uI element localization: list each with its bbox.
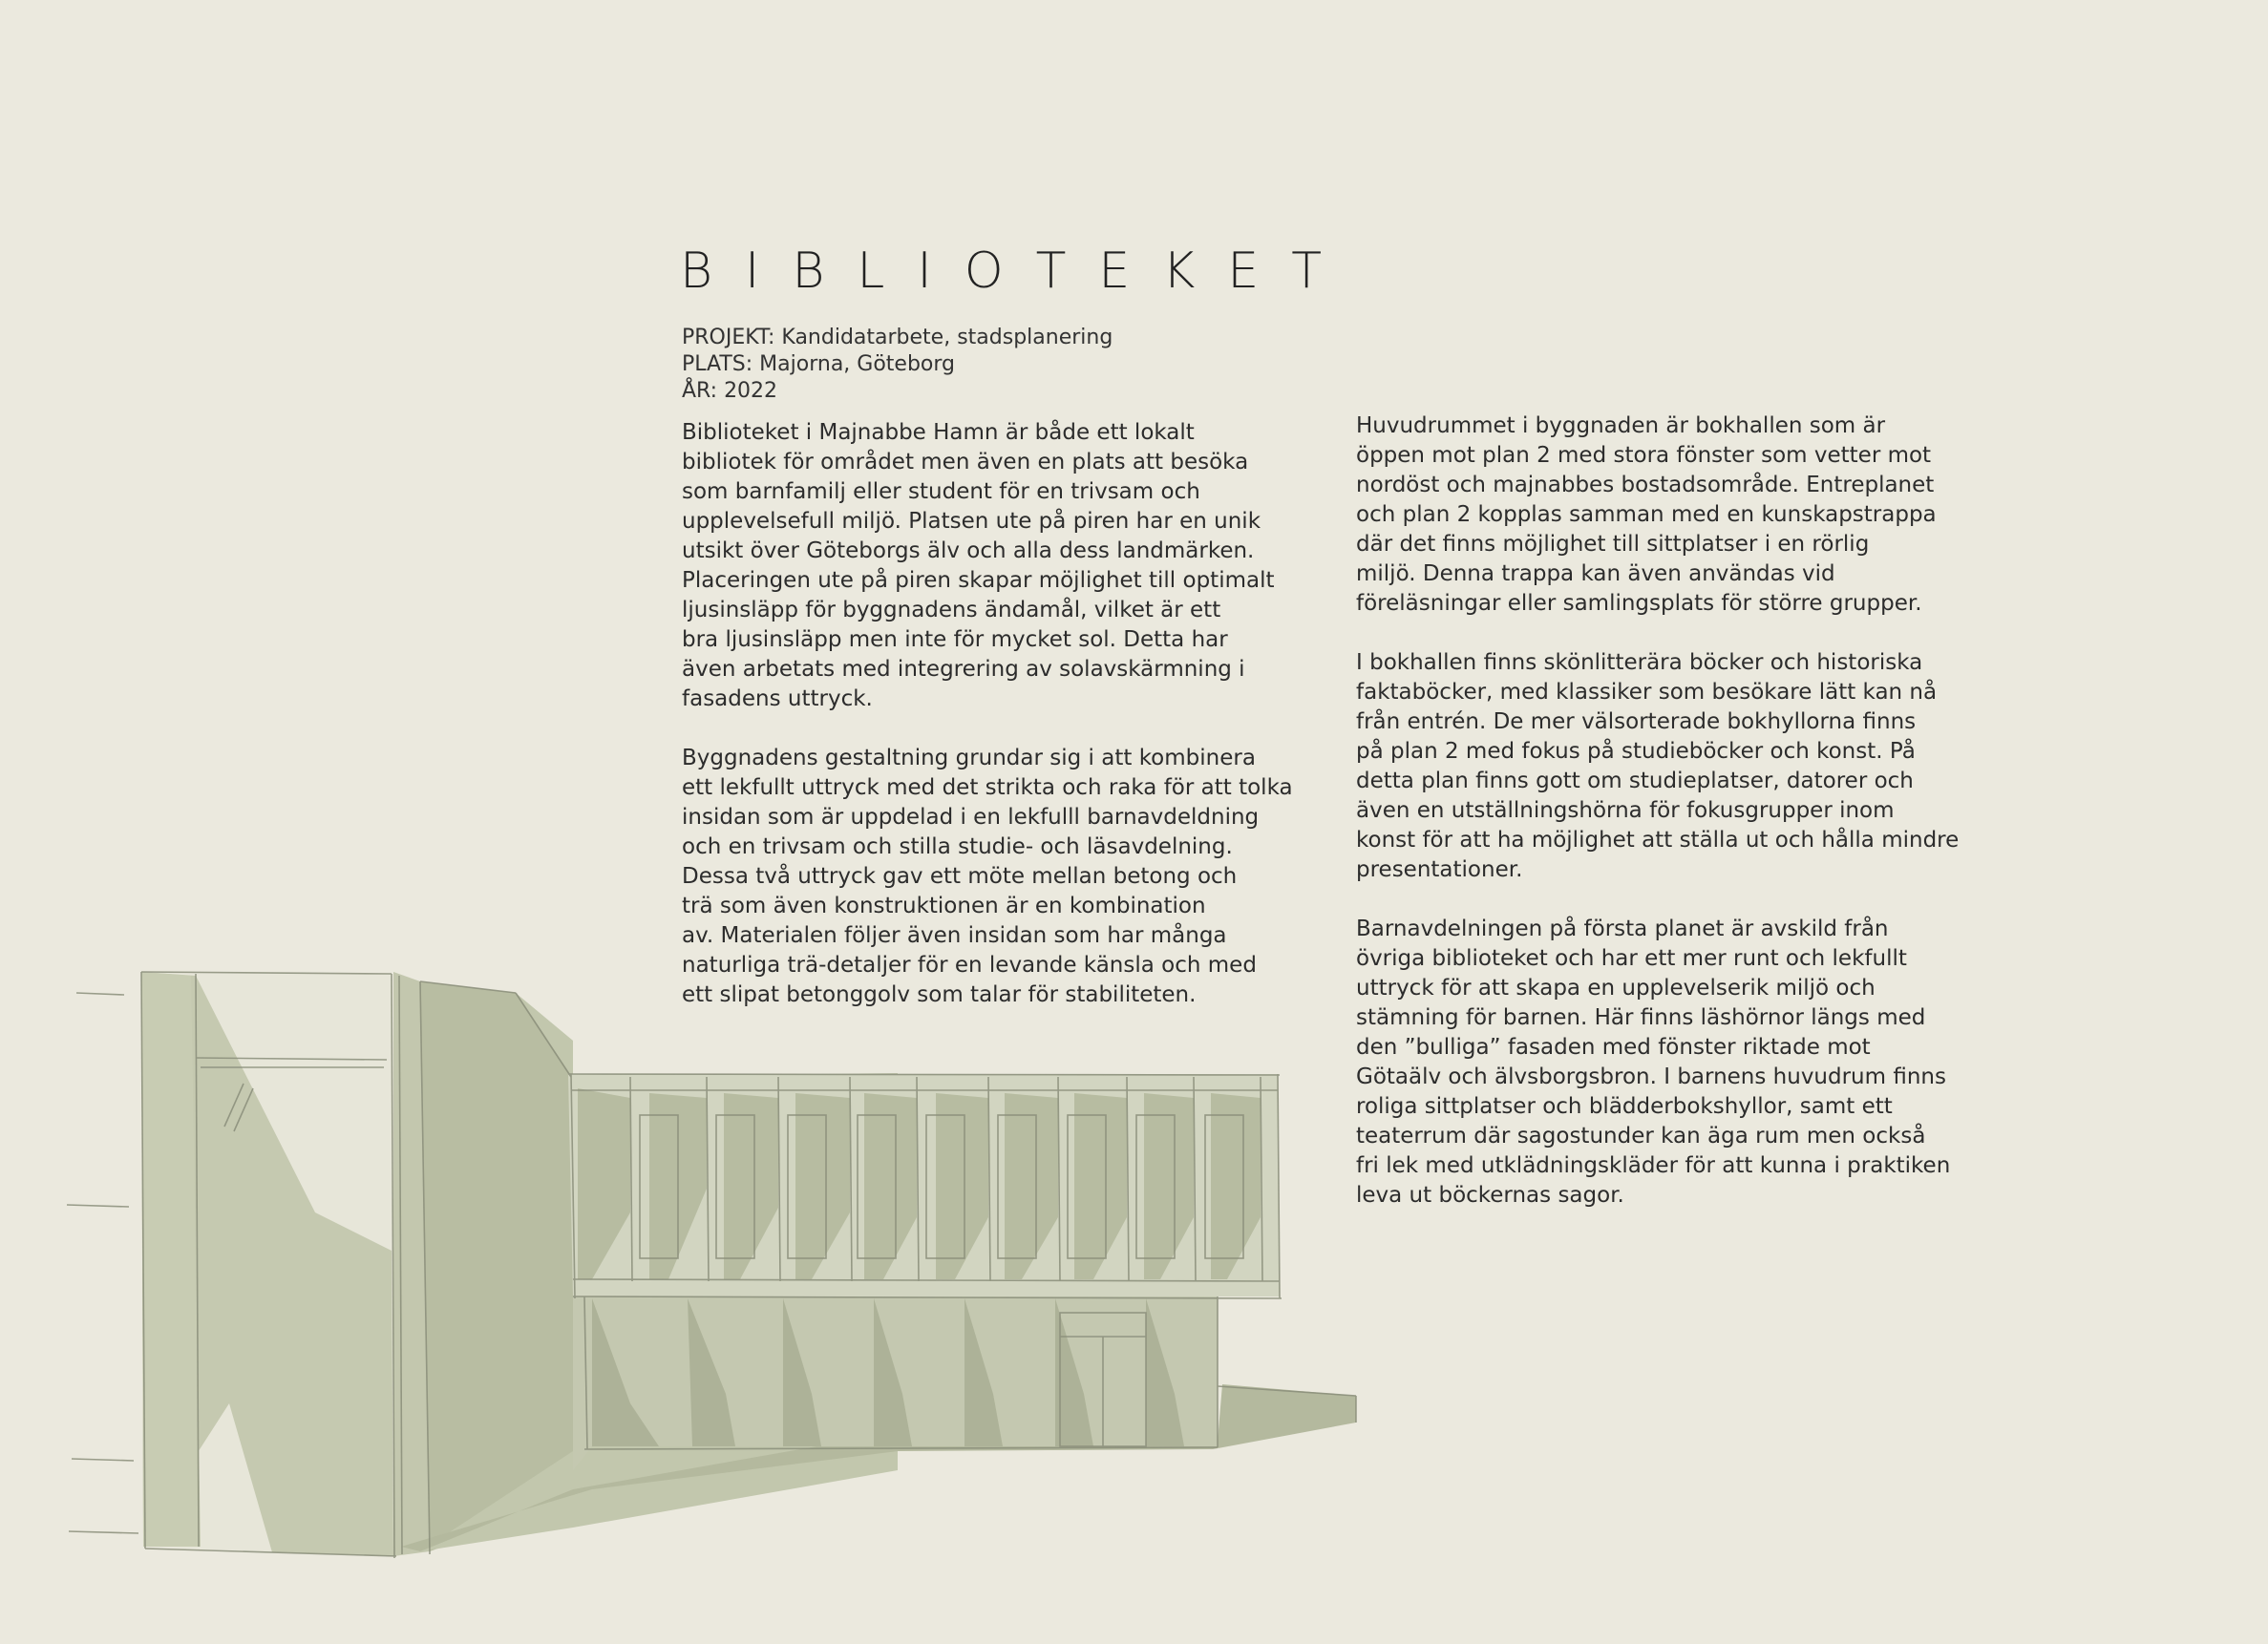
text-line: nordöst och majnabbes bostadsområde. Entreplanet: [1356, 473, 1935, 497]
text-line: Barnavdelningen på första planet är avskild från: [1356, 917, 1889, 941]
left-text-column: [682, 418, 1293, 1040]
text-line: öppen mot plan 2 med stora fönster som vetter mot: [1356, 443, 1932, 468]
text-line: Dessa två uttryck gav ett möte mellan betong och: [682, 864, 1238, 889]
text-line: fri lek med utklädningskläder för att kunna i praktiken: [1356, 1153, 1951, 1178]
text-line: Byggnadens gestaltning grundar sig i att kombinera: [682, 746, 1256, 770]
paragraph-children: [1356, 915, 1967, 1211]
text-line: och en trivsam och stilla studie- och läsavdelning.: [682, 834, 1233, 859]
text-line: bibliotek för området men även en plats att besöka: [682, 450, 1249, 474]
text-line: av. Materialen följer även insidan som har många: [682, 923, 1227, 948]
text-line: Placeringen ute på piren skapar möjlighet till optimalt: [682, 568, 1275, 593]
text-line: trä som även konstruktionen är en kombination: [682, 894, 1206, 918]
text-line: som barnfamilj eller student för en trivsam och: [682, 479, 1200, 504]
paragraph-design: [682, 744, 1293, 1010]
page-title: BIBLIOTEKET: [680, 242, 1355, 300]
text-line: Biblioteket i Majnabbe Hamn är både ett lokalt: [682, 420, 1195, 445]
text-line: insidan som är uppdelad i en lekfulll barnavdeldning: [682, 805, 1260, 830]
text-line: detta plan finns gott om studieplatser, datorer och: [1356, 769, 1914, 793]
project-meta: [682, 325, 1113, 405]
text-line: övriga biblioteket och har ett mer runt och lekfullt: [1356, 946, 1907, 971]
text-line: där det finns möjlighet till sittplatser i en rörlig: [1356, 532, 1870, 557]
meta-year: ÅR: 2022: [682, 379, 778, 403]
paragraph-book-hall: [1356, 648, 1967, 885]
left-tower-side: [141, 972, 201, 1547]
text-line: naturliga trä-detaljer för en levande känsla och med: [682, 953, 1257, 978]
paragraph-intro: [682, 418, 1293, 714]
text-line: bra ljusinsläpp men inte för mycket sol. Detta har: [682, 627, 1228, 652]
meta-location: PLATS: Majorna, Göteborg: [682, 352, 955, 376]
text-line: ett slipat betonggolv som talar för stabiliteten.: [682, 982, 1197, 1007]
text-line: uttryck för att skapa en upplevelserik miljö och: [1356, 976, 1876, 1001]
text-line: på plan 2 med fokus på studieböcker och konst. På: [1356, 739, 1916, 764]
text-line: I bokhallen finns skönlitterära böcker och historiska: [1356, 650, 1923, 675]
text-line: även arbetats med integrering av solavskärmning i: [682, 657, 1245, 682]
text-line: presentationer.: [1356, 857, 1523, 882]
text-line: den ”bulliga” fasaden med fönster riktade mot: [1356, 1035, 1871, 1060]
meta-project: PROJEKT: Kandidatarbete, stadsplanering: [682, 326, 1113, 349]
text-line: fasadens uttryck.: [682, 686, 873, 711]
text-line: leva ut böckernas sagor.: [1356, 1183, 1624, 1208]
text-line: föreläsningar eller samlingsplats för större grupper.: [1356, 591, 1922, 616]
middle-tower-shadow: [420, 981, 573, 1551]
text-line: roliga sittplatser och blädderbokshyllor, samt ett: [1356, 1094, 1893, 1119]
text-line: även en utställningshörna för fokusgrupper inom: [1356, 798, 1895, 823]
text-line: miljö. Denna trappa kan även användas vid: [1356, 561, 1835, 586]
paragraph-main-hall: [1356, 411, 1967, 619]
text-line: ljusinsläpp för byggnadens ändamål, vilket är ett: [682, 598, 1221, 622]
text-line: Huvudrummet i byggnaden är bokhallen som är: [1356, 413, 1886, 438]
text-line: teaterrum där sagostunder kan äga rum men också: [1356, 1124, 1926, 1149]
text-line: och plan 2 kopplas samman med en kunskapstrappa: [1356, 502, 1937, 527]
text-line: från entrén. De mer välsorterade bokhyllorna finns: [1356, 709, 1917, 734]
text-line: ett lekfullt uttryck med det strikta och raka för att tolka: [682, 775, 1293, 800]
text-line: stämning för barnen. Här finns läshörnor längs med: [1356, 1005, 1926, 1030]
right-text-column: [1356, 411, 1967, 1240]
text-line: Götaälv och älvsborgsbron. I barnens huvudrum finns: [1356, 1064, 1946, 1089]
text-line: faktaböcker, med klassiker som besökare lätt kan nå: [1356, 680, 1938, 705]
text-line: konst för att ha möjlighet att ställa ut och hålla mindre: [1356, 828, 1960, 853]
text-line: upplevelsefull miljö. Platsen ute på piren har en unik: [682, 509, 1261, 534]
text-line: utsikt över Göteborgs älv och alla dess landmärken.: [682, 538, 1255, 563]
